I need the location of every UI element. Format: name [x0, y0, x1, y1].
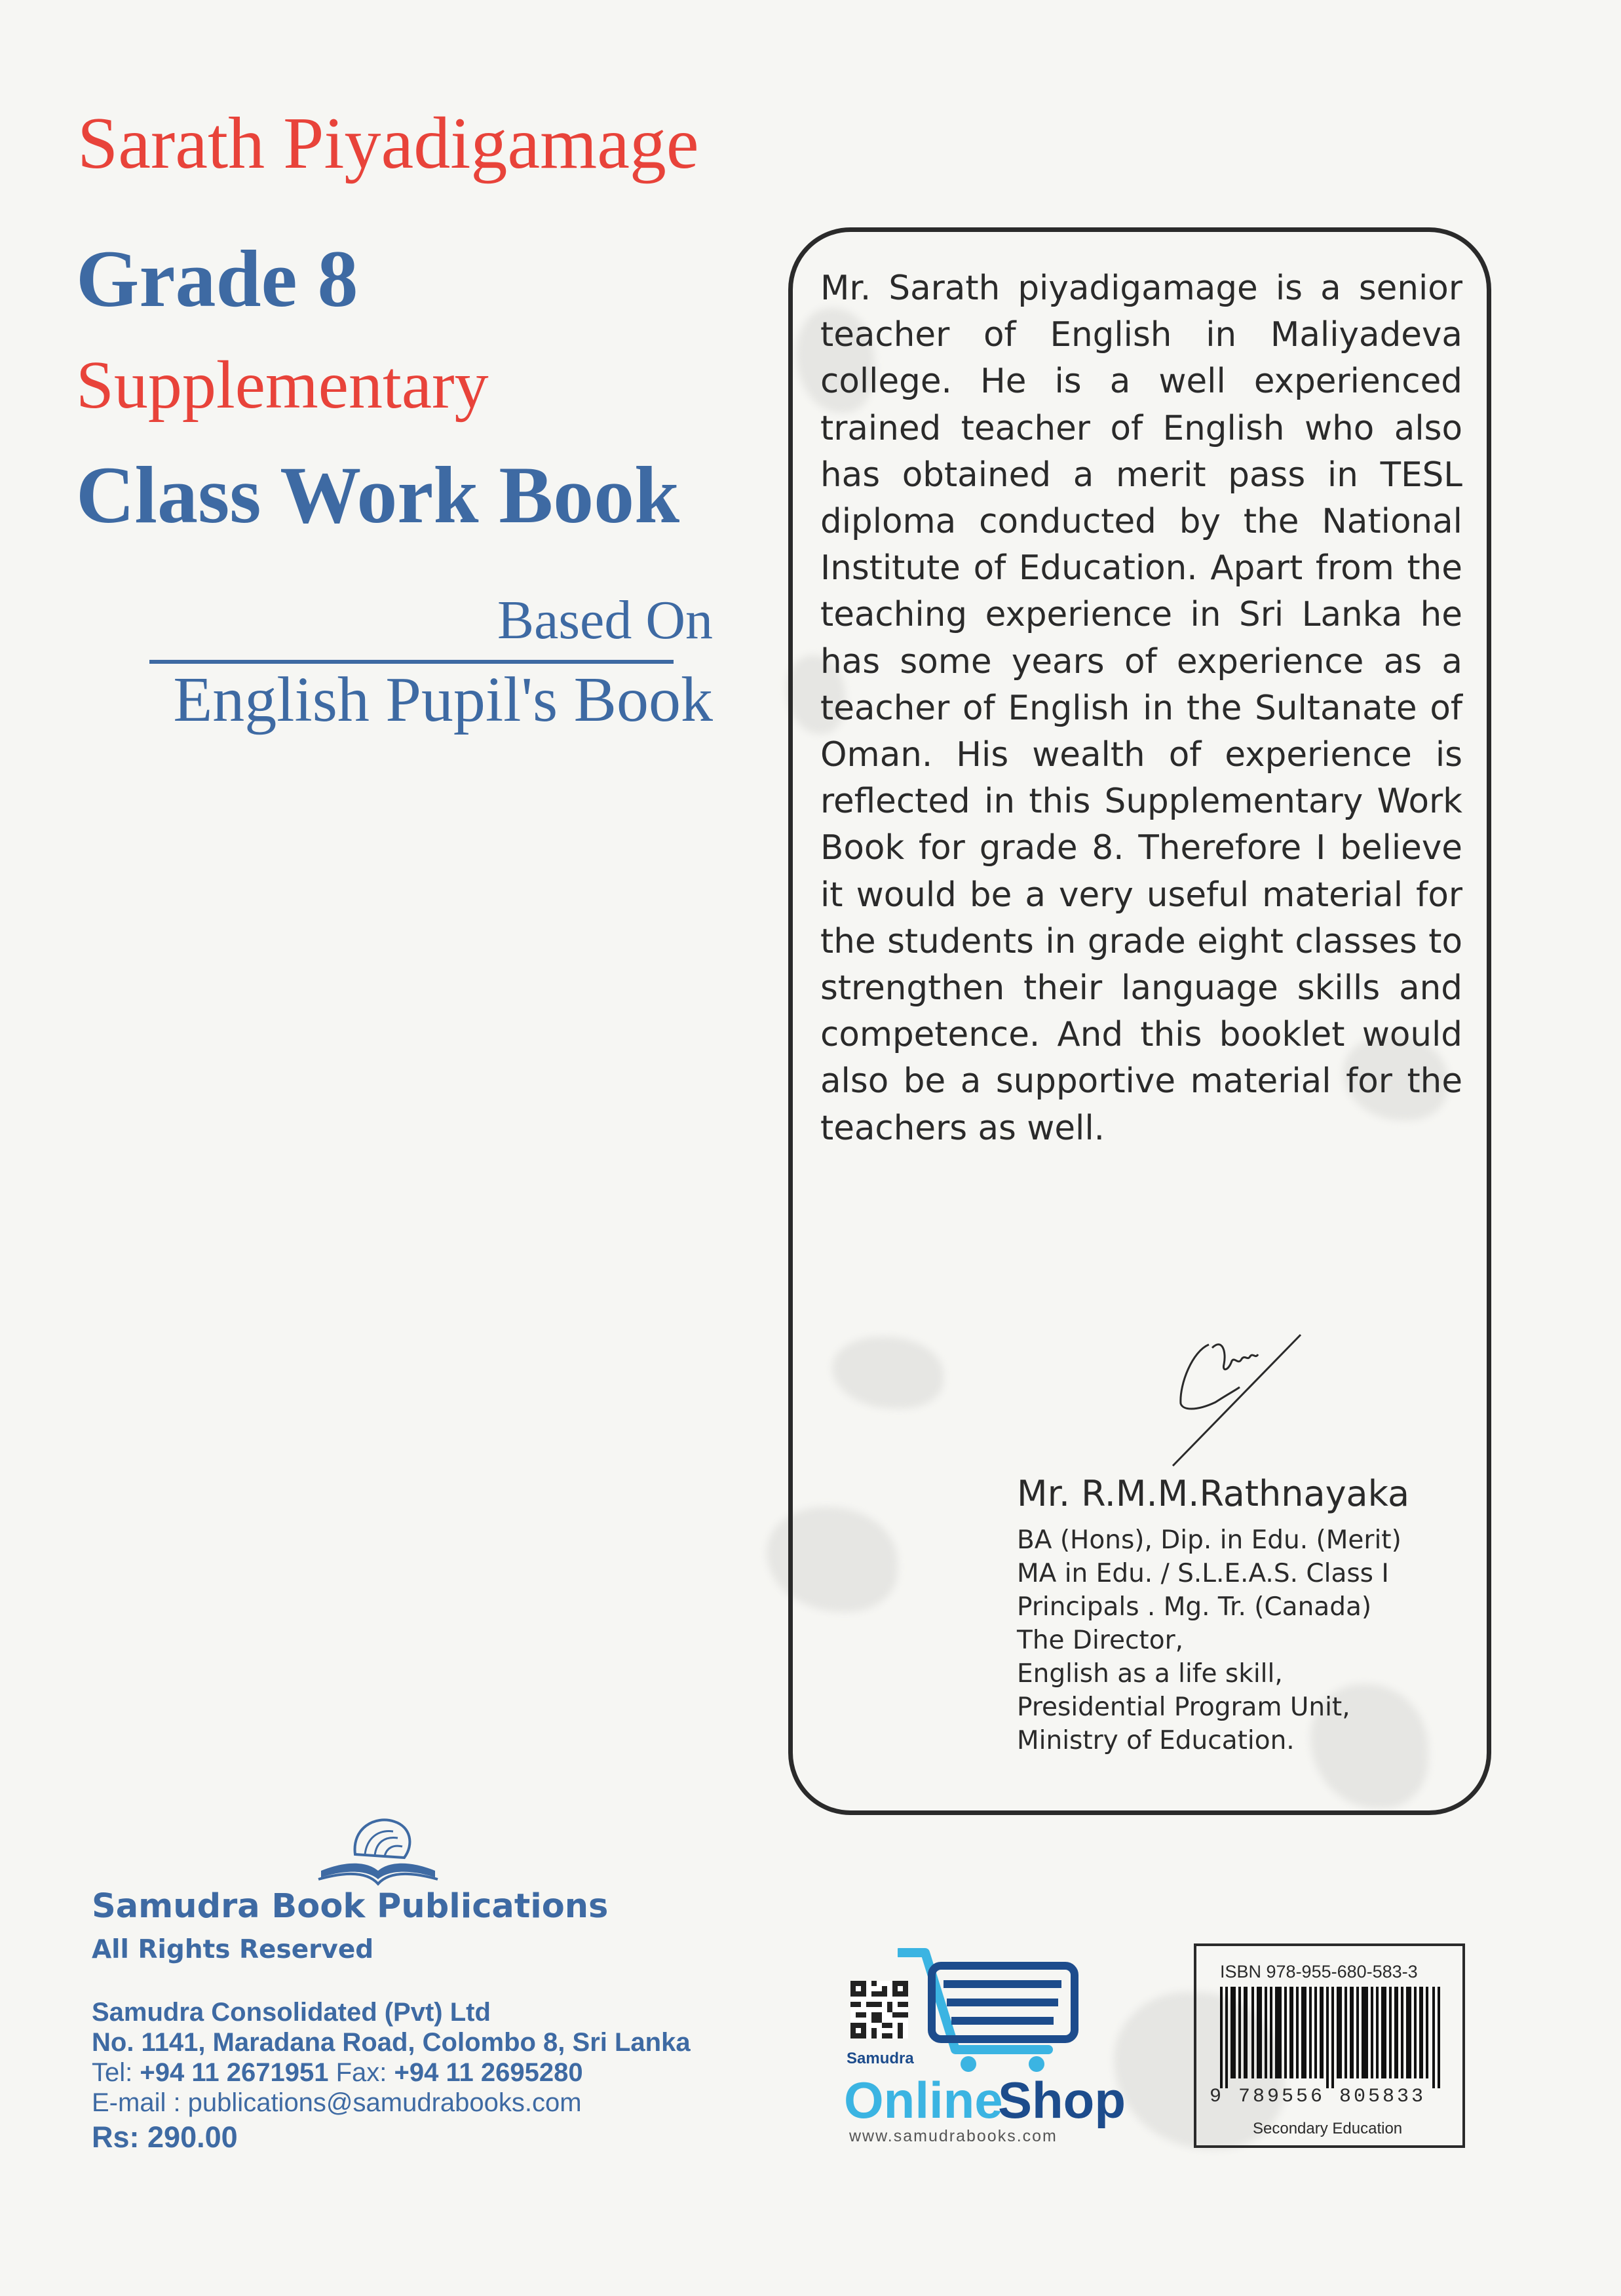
book-title: Class Work Book [76, 450, 680, 540]
signatory-name: Mr. R.M.M.Rathnayaka [1017, 1473, 1410, 1514]
grade-title: Grade 8 [76, 234, 358, 324]
based-on-label: Based On [497, 590, 713, 651]
qualification-line: MA in Edu. / S.L.E.A.S. Class I [1017, 1559, 1389, 1588]
tel-number: +94 11 2671951 [140, 2058, 329, 2087]
email-line: E-mail : publications@samudrabooks.com [92, 2088, 582, 2117]
shopping-cart-icon [898, 1945, 1094, 2076]
rights-notice: All Rights Reserved [92, 1935, 374, 1964]
qualification-line: Presidential Program Unit, [1017, 1693, 1350, 1722]
qualification-line: English as a life skill, [1017, 1659, 1283, 1689]
fax-number: +94 11 2695280 [394, 2058, 583, 2087]
qualification-line: Principals . Mg. Tr. (Canada) [1017, 1592, 1372, 1622]
segment-label: Secondary Education [1253, 2120, 1403, 2137]
price: Rs: 290.00 [92, 2120, 238, 2154]
publisher-name: Samudra Book Publications [92, 1887, 609, 1926]
shop-brand-label: Samudra [847, 2050, 914, 2067]
company-name: Samudra Consolidated (Pvt) Ltd [92, 1998, 491, 2027]
shop-shop-label: Shop [998, 2071, 1126, 2129]
author-name: Sarath Piyadigamage [77, 103, 699, 184]
barcode-digits: 9 789556 805833 [1210, 2086, 1426, 2108]
source-book-title: English Pupil's Book [173, 664, 713, 735]
qualification-line: The Director, [1017, 1626, 1183, 1655]
publisher-logo-icon [316, 1808, 440, 1894]
fax-label: Fax: [328, 2058, 394, 2087]
endorsement-text: Mr. Sarath piyadigamage is a senior teacher of English in Maliyadeva college. He is a well experienced trained teacher of English who also has obtained a merit pass in TESL diploma conducted by the National Institute of Education. Apart from the teaching experience in Sri Lanka he has some years of experience as a teacher of English in the Sultanate of Oman. His wealth of experience is reflected in this Supplementary Work Book for grade 8. Therefore I believe it would be a very useful material for the students in grade eight classes to strengthen their language skills and competence. And this booklet would also be a supportive material for the teachers as well. [820, 269, 1462, 1148]
signature-icon [1166, 1325, 1324, 1472]
street-address: No. 1141, Maradana Road, Colombo 8, Sri Lanka [92, 2028, 691, 2057]
phone-line [92, 2057, 691, 2088]
signatory-qualifications [1017, 1523, 1402, 1757]
qualification-line: Ministry of Education. [1017, 1726, 1295, 1755]
qualification-line: BA (Hons), Dip. in Edu. (Merit) [1017, 1525, 1402, 1555]
publisher-address [92, 1997, 691, 2118]
shop-url[interactable]: www.samudrabooks.com [849, 2127, 1058, 2145]
isbn-label: ISBN 978-955-680-583-3 [1220, 1962, 1418, 1981]
shop-online-label: Online [844, 2071, 1003, 2129]
supplementary-title: Supplementary [76, 347, 489, 423]
barcode-icon [1220, 1987, 1440, 2088]
tel-label: Tel: [92, 2058, 140, 2087]
